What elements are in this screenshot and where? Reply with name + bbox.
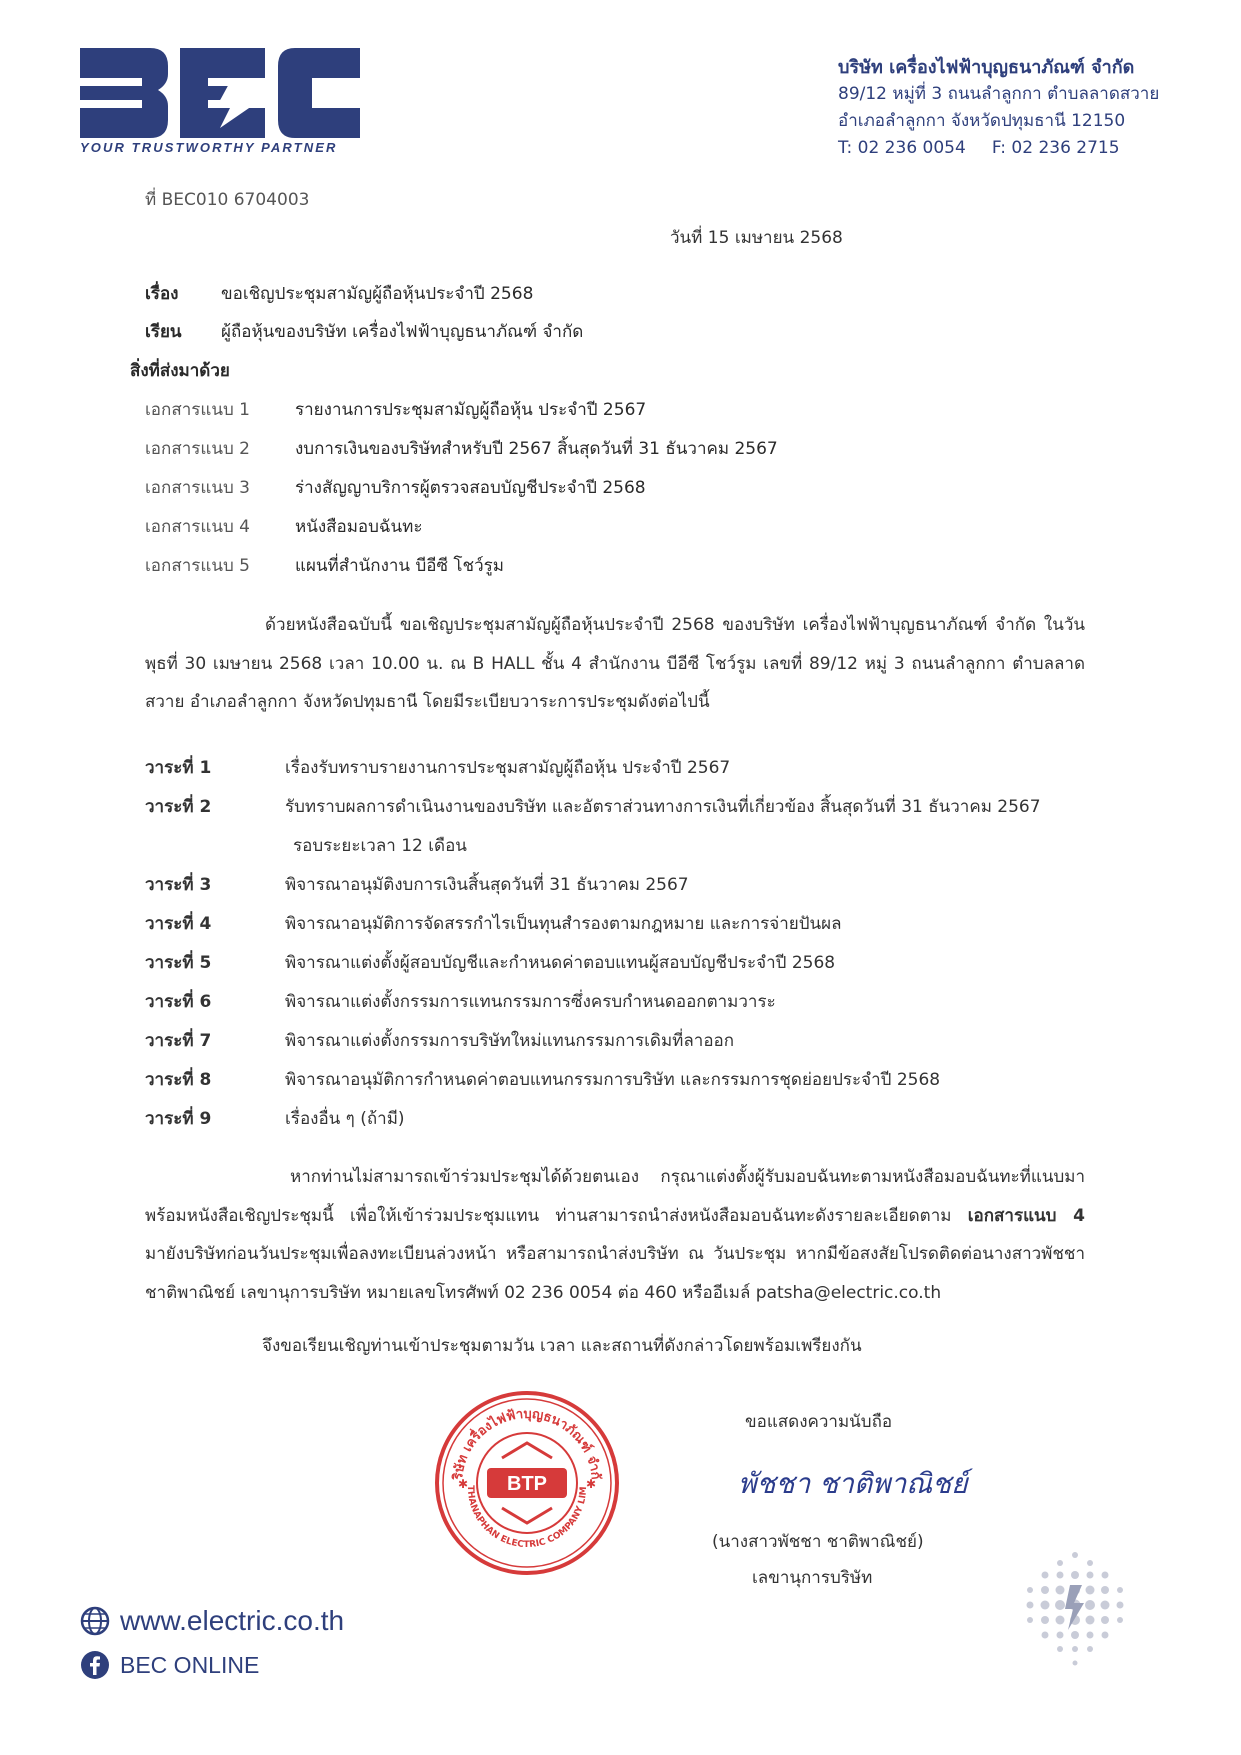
agenda-number: วาระที่ 6 [145, 992, 212, 1012]
agenda-number: วาระที่ 1 [145, 758, 212, 778]
agenda-item [145, 756, 730, 780]
facebook-link[interactable]: BEC ONLINE [120, 1651, 260, 1678]
company-logo [80, 48, 360, 158]
enclosure-item [145, 554, 504, 578]
seal-bottom-text: THANAPHAN ELECTRIC COMPANY LIM [464, 1485, 590, 1551]
agenda-item [145, 1068, 940, 1092]
recipient-line [145, 320, 583, 344]
seal-top-text: ริษัท เครื่องไฟฟ้าบุญธนาภัณฑ์ จำกั [451, 1406, 603, 1481]
logo-tagline: YOUR TRUSTWORTHY PARTNER [80, 140, 338, 155]
subject-text: ขอเชิญประชุมสามัญผู้ถือหุ้นประจำปี 2568 [221, 284, 534, 304]
intro-text: ด้วยหนังสือฉบับนี้ ขอเชิญประชุมสามัญผู้ถือหุ้นประจำปี 2568 ของบริษัท เครื่องไฟฟ้าบุญธนาภัณฑ์ จำกัด ในวันพุธที่ 30 เมษายน 2568 เวลา 10.00 น. ณ B HALL ชั้น 4 สำนักงาน บีอีซี โชว์รูม เลขที่ 89/12 หมู่ 3 ถนนลำลูกกา ตำบลลาดสวาย อำเภอลำลูกกา จังหวัดปทุมธานี โดยมีระเบียบวาระการประชุมดังต่อไปนี้ [145, 615, 1085, 712]
agenda-number: วาระที่ 2 [145, 797, 212, 817]
intro-paragraph [145, 606, 1085, 722]
enclosure-item [145, 515, 422, 539]
seal-center-text: BTP [507, 1473, 547, 1495]
agenda-text: พิจารณาแต่งตั้งกรรมการแทนกรรมการซึ่งครบกำหนดออกตามวาระ [285, 992, 776, 1012]
bec-logo-icon [80, 48, 360, 138]
website-link[interactable]: www.electric.co.th [120, 1605, 345, 1636]
agenda-text: เรื่องรับทราบรายงานการประชุมสามัญผู้ถือหุ้น ประจำปี 2567 [285, 758, 731, 778]
agenda-item-continuation [293, 834, 467, 858]
agenda-item [145, 795, 1041, 819]
proxy-text-bold: เอกสารแนบ 4 [967, 1205, 1086, 1226]
agenda-number: วาระที่ 7 [145, 1031, 212, 1051]
svg-text:✱: ✱ [458, 1477, 469, 1491]
agenda-number: วาระที่ 9 [145, 1109, 212, 1129]
company-name: บริษัท เครื่องไฟฟ้าบุญธนาภัณฑ์ จำกัด [838, 57, 1135, 78]
enclosures-label: สิ่งที่ส่งมาด้วย [130, 361, 230, 381]
agenda-text: พิจารณาอนุมัติงบการเงินสิ้นสุดวันที่ 31 ธันวาคม 2567 [285, 875, 689, 895]
agenda-item [145, 951, 835, 975]
agenda-text: พิจารณาแต่งตั้งผู้สอบบัญชีและกำหนดค่าตอบแทนผู้สอบบัญชีประจำปี 2568 [285, 953, 836, 973]
agenda-text: รอบระยะเวลา 12 เดือน [293, 836, 467, 856]
globe-icon [80, 1606, 110, 1636]
facebook-icon [80, 1650, 110, 1680]
agenda-text: พิจารณาแต่งตั้งกรรมการบริษัทใหม่แทนกรรมการเดิมที่ลาออก [285, 1031, 735, 1051]
enclosure-item [145, 398, 646, 422]
enclosure-text: หนังสือมอบฉันทะ [295, 517, 423, 537]
agenda-item [145, 873, 689, 897]
signer-title: เลขานุการบริษัท [752, 1568, 873, 1588]
subject-line [145, 282, 533, 306]
company-address-line2: อำเภอลำลูกกา จังหวัดปทุมธานี 12150 [838, 111, 1126, 131]
agenda-item [145, 990, 776, 1014]
proxy-paragraph [145, 1158, 1085, 1312]
company-address-line1: 89/12 หมู่ที่ 3 ถนนลำลูกกา ตำบลลาดสวาย [838, 84, 1160, 104]
enclosure-text: แผนที่สำนักงาน บีอีซี โชว์รูม [295, 556, 504, 576]
company-tel: T: 02 236 0054 [838, 138, 966, 158]
respect-text: ขอแสดงความนับถือ [745, 1412, 893, 1432]
enclosure-label: เอกสารแนบ 4 [145, 517, 250, 537]
agenda-number: วาระที่ 3 [145, 875, 212, 895]
agenda-text: พิจารณาอนุมัติการกำหนดค่าตอบแทนกรรมการบริษัท และกรรมการชุดย่อยประจำปี 2568 [285, 1070, 941, 1090]
proxy-text-part2: มายังบริษัทก่อนวันประชุมเพื่อลงทะเบียนล่วงหน้า หรือสามารถนำส่งบริษัท ณ วันประชุม หากมีข้อสงสัยโปรดติดต่อนางสาวพัชชา ชาติพาณิชย์ เลขานุการบริษัท หมายเลขโทรศัพท์ 02 236 0054 ต่อ 460 หรืออีเมล์ patsha@electric.co.th [145, 1244, 1085, 1303]
agenda-item [145, 912, 842, 936]
enclosure-item [145, 437, 778, 461]
dot-pattern-icon [1010, 1545, 1140, 1675]
recipient-text: ผู้ถือหุ้นของบริษัท เครื่องไฟฟ้าบุญธนาภัณฑ์ จำกัด [221, 322, 584, 342]
company-seal [432, 1388, 622, 1578]
enclosure-text: รายงานการประชุมสามัญผู้ถือหุ้น ประจำปี 2567 [295, 400, 647, 420]
enclosure-label: เอกสารแนบ 2 [145, 439, 250, 459]
footer-facebook[interactable] [80, 1650, 259, 1680]
agenda-item [145, 1029, 734, 1053]
enclosure-label: เอกสารแนบ 3 [145, 478, 250, 498]
company-fax: F: 02 236 2715 [991, 138, 1120, 158]
closing-text: จึงขอเรียนเชิญท่านเข้าประชุมตามวัน เวลา และสถานที่ดังกล่าวโดยพร้อมเพรียงกัน [262, 1336, 862, 1356]
agenda-number: วาระที่ 8 [145, 1070, 212, 1090]
proxy-text-part1: หากท่านไม่สามารถเข้าร่วมประชุมได้ด้วยตนเอง กรุณาแต่งตั้งผู้รับมอบฉันทะตามหนังสือมอบฉันทะที่แนบมาพร้อมหนังสือเชิญประชุมนี้ เพื่อให้เข้าร่วมประชุมแทน ท่านสามารถนำส่งหนังสือมอบฉันทะดังรายละเอียดตาม [145, 1167, 1085, 1226]
subject-label: เรื่อง [145, 284, 179, 304]
agenda-text: พิจารณาอนุมัติการจัดสรรกำไรเป็นทุนสำรองตามกฎหมาย และการจ่ายปันผล [285, 914, 842, 934]
agenda-number: วาระที่ 5 [145, 953, 212, 973]
company-info [838, 54, 1178, 162]
company-seal-icon [432, 1388, 622, 1578]
enclosure-text: งบการเงินของบริษัทสำหรับปี 2567 สิ้นสุดวันที่ 31 ธันวาคม 2567 [295, 439, 778, 459]
svg-text:✱: ✱ [586, 1477, 597, 1491]
enclosure-item [145, 476, 646, 500]
document-date: วันที่ 15 เมษายน 2568 [670, 228, 843, 248]
enclosure-label: เอกสารแนบ 1 [145, 400, 250, 420]
signer-name: (นางสาวพัชชา ชาติพาณิชย์) [712, 1532, 924, 1552]
company-contact [838, 135, 1178, 162]
agenda-number: วาระที่ 4 [145, 914, 212, 934]
recipient-label: เรียน [145, 322, 182, 342]
footer-website[interactable] [80, 1605, 344, 1637]
signature: พัชชา ชาติพาณิชย์ [738, 1467, 968, 1500]
decorative-dot-pattern [1010, 1545, 1140, 1675]
enclosure-text: ร่างสัญญาบริการผู้ตรวจสอบบัญชีประจำปี 2568 [295, 478, 646, 498]
enclosure-label: เอกสารแนบ 5 [145, 556, 250, 576]
document-number: ที่ BEC010 6704003 [145, 190, 310, 210]
agenda-item [145, 1107, 405, 1131]
agenda-text: เรื่องอื่น ๆ (ถ้ามี) [285, 1109, 405, 1129]
agenda-text: รับทราบผลการดำเนินงานของบริษัท และอัตราส่วนทางการเงินที่เกี่ยวข้อง สิ้นสุดวันที่ 31 ธันวาคม 2567 [285, 797, 1041, 817]
